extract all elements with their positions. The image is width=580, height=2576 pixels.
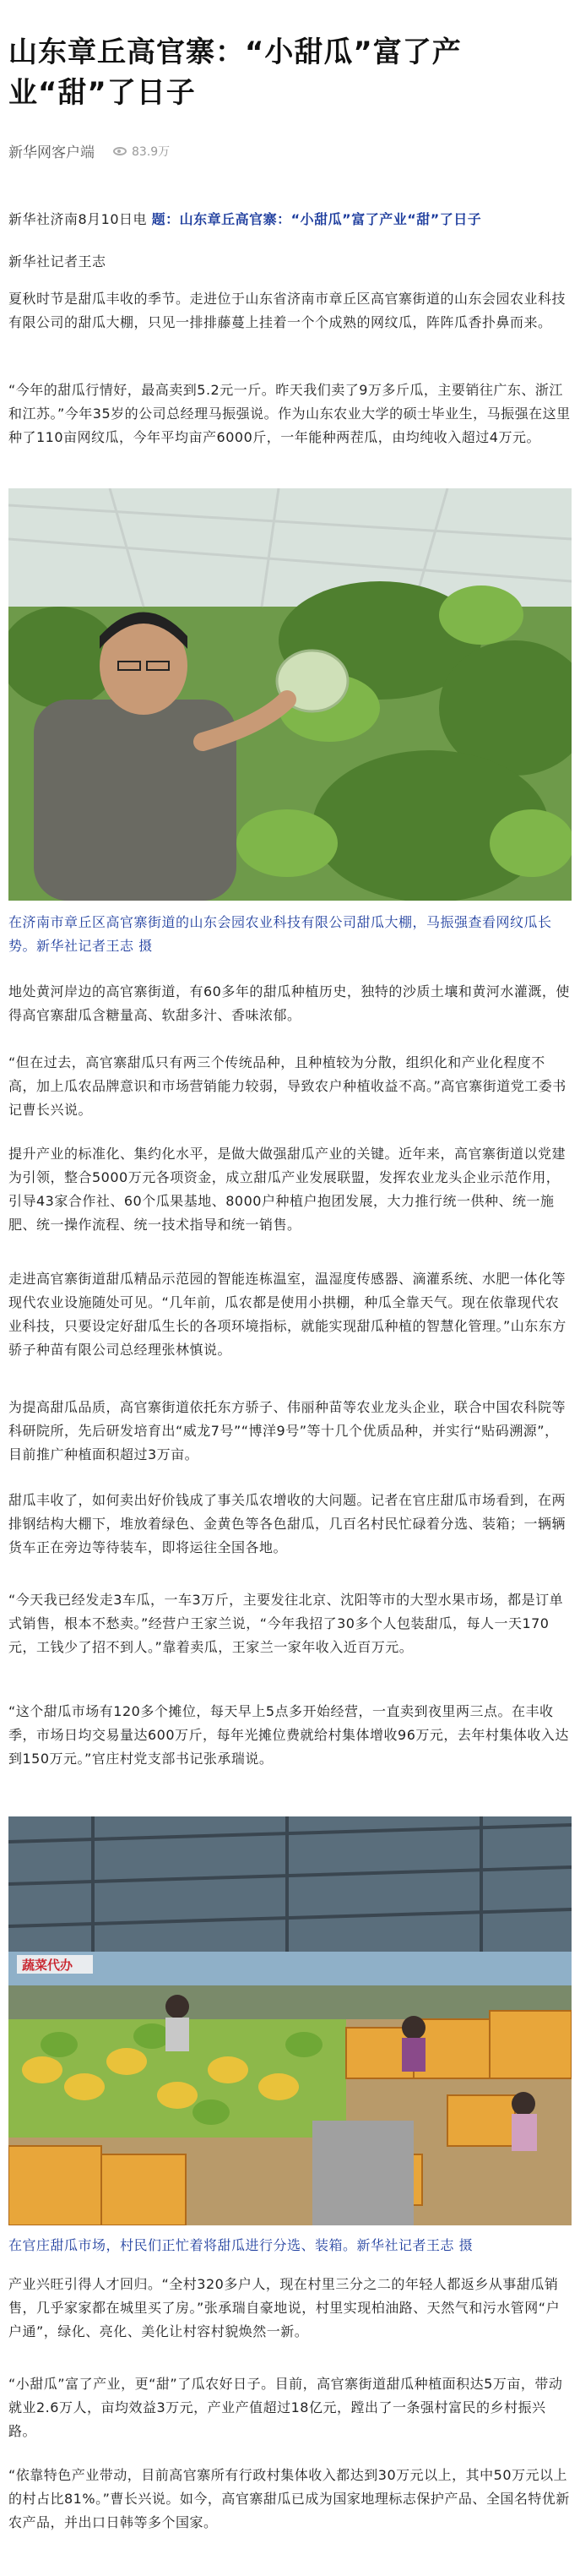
eye-icon [113,147,127,155]
paragraph-12: “小甜瓜”富了产业，更“甜”了瓜农好日子。目前，高官寨街道甜瓜种植面积达5万亩，带动就业2.6万人，亩均效益3万元，产业产值超过18亿元，蹚出了一条强村富民的乡村振兴路。 [8,2376,563,2439]
topic-title: 山东章丘高官寨：“小甜瓜”富了产业“甜”了日子 [179,211,482,227]
paragraph-9: “今天我已经发走3车瓜，一车3万斤，主要发往北京、沈阳等市的大型水果市场，都是订单式销售，根本不愁卖。”经营户王家兰说，“今年我招了30多个人包装甜瓜，每人一天170元，工钱少了招不到人。”靠着卖瓜，王家兰一家年收入近百万元。 [8,1592,564,1655]
paragraph-4: “但在过去，高官寨甜瓜只有两三个传统品种，且种植较为分散，组织化和产业化程度不高，加上瓜农品牌意识和市场营销能力较弱，导致农户种植收益不高。”高官寨街道党工委书记曹长兴说。 [8,1054,566,1118]
photo-greenhouse [8,488,572,901]
views-value: 83.9万 [132,144,171,159]
paragraph-3: 地处黄河岸边的高官寨街道，有60多年的甜瓜种植历史，独特的沙质土壤和黄河水灌溉，使得高官寨甜瓜含糖量高、软甜多汁、香味浓郁。 [8,983,570,1023]
photo-market [8,1816,572,2225]
dateline-paragraph [8,208,572,231]
article-title: 山东章丘高官寨：“小甜瓜”富了产业“甜”了日子 [8,35,462,110]
paragraph-11: 产业兴旺引得人才回归。“全村320多户人，现在村里三分之二的年轻人都返乡从事甜瓜销售，几乎家家都在城里买了房。”张承瑞自豪地说，村里实现柏油路、天然气和污水管网“户户通”，绿化、亮化、美化让村容村貌焕然一新。 [8,2276,561,2339]
paragraph-1: 夏秋时节是甜瓜丰收的季节。走进位于山东省济南市章丘区高官寨街道的山东会园农业科技有限公司的甜瓜大棚，只见一排排藤蔓上挂着一个个成熟的网纹瓜，阵阵瓜香扑鼻而来。 [8,291,566,330]
views-count [113,143,170,160]
photo-2-caption: 在官庄甜瓜市场，村民们正忙着将甜瓜进行分选、装箱。新华社记者王志 摄 [8,2237,474,2253]
paragraph-10: “这个甜瓜市场有120多个摊位，每天早上5点多开始经营，一直卖到夜里两三点。在丰收季，市场日均交易量达600万斤，每年光摊位费就给村集体增收96万元，去年村集体收入达到150万元。”官庄村党支部书记张承瑞说。 [8,1703,569,1767]
source-label[interactable]: 新华网客户端 [8,144,95,161]
paragraph-6: 走进高官寨街道甜瓜精品示范园的智能连栋温室，温湿度传感器、滴灌系统、水肥一体化等现代农业设施随处可见。“几年前，瓜农都是使用小拱棚，种瓜全靠天气。现在依靠现代农业科技，只要设定好甜瓜生长的各项环境指标，就能实现甜瓜种植的智慧化管理。”山东东方骄子种苗有限公司总经理张林慎说。 [8,1271,566,1358]
market-sign-text: 蔬菜代办 [22,1958,73,1973]
paragraph-13: “依靠特色产业带动，目前高官寨所有行政村集体收入都达到30万元以上，其中50万元以上的村占比81%。”曹长兴说。如今，高官寨甜瓜已成为国家地理标志保护产品、全国名特优新农产品，并出口日韩等多个国家。 [8,2467,570,2530]
paragraph-5: 提升产业的标准化、集约化水平，是做大做强甜瓜产业的关键。近年来，高官寨街道以党建为引领，整合5000万元各项资金，成立甜瓜产业发展联盟，发挥农业龙头企业示范作用，引导43家合作社、60个瓜果基地、8000户种植户抱团发展，大力推行统一供种、统一施肥、统一操作流程、统一技术指导和统一销售。 [8,1146,566,1233]
dateline: 新华社济南8月10日电 [8,211,148,227]
paragraph-7: 为提高甜瓜品质，高官寨街道依托东方骄子、伟丽种苗等农业龙头企业，联合中国农科院等科研院所，先后研发培育出“威龙7号”“博洋9号”等十几个优质品种，并实行“贴码溯源”，目前推广种植面积超过3万亩。 [8,1399,566,1462]
paragraph-8: 甜瓜丰收了，如何卖出好价钱成了事关瓜农增收的大问题。记者在官庄甜瓜市场看到，在两排钢结构大棚下，堆放着绿色、金黄色等各色甜瓜，几百名村民忙碌着分选、装箱；一辆辆货车正在旁边等待装车，即将运往全国各地。 [8,1492,566,1555]
paragraph-2: “今年的甜瓜行情好，最高卖到5.2元一斤。昨天我们卖了9万多斤瓜，主要销往广东、浙江和江苏。”今年35岁的公司总经理马振强说。作为山东农业大学的硕士毕业生，马振强在这里种了110亩网纹瓜，今年平均亩产6000斤，一年能种两茬瓜，由均纯收入超过4万元。 [8,382,571,445]
market-image [8,1816,572,2225]
topic-prefix: 题： [151,211,180,227]
greenhouse-image [8,488,572,901]
reporter-line: 新华社记者王志 [8,253,106,270]
photo-1-caption: 在济南市章丘区高官寨街道的山东会园农业科技有限公司甜瓜大棚，马振强查看网纹瓜长势。新华社记者王志 摄 [8,914,552,954]
article-meta [8,140,170,161]
